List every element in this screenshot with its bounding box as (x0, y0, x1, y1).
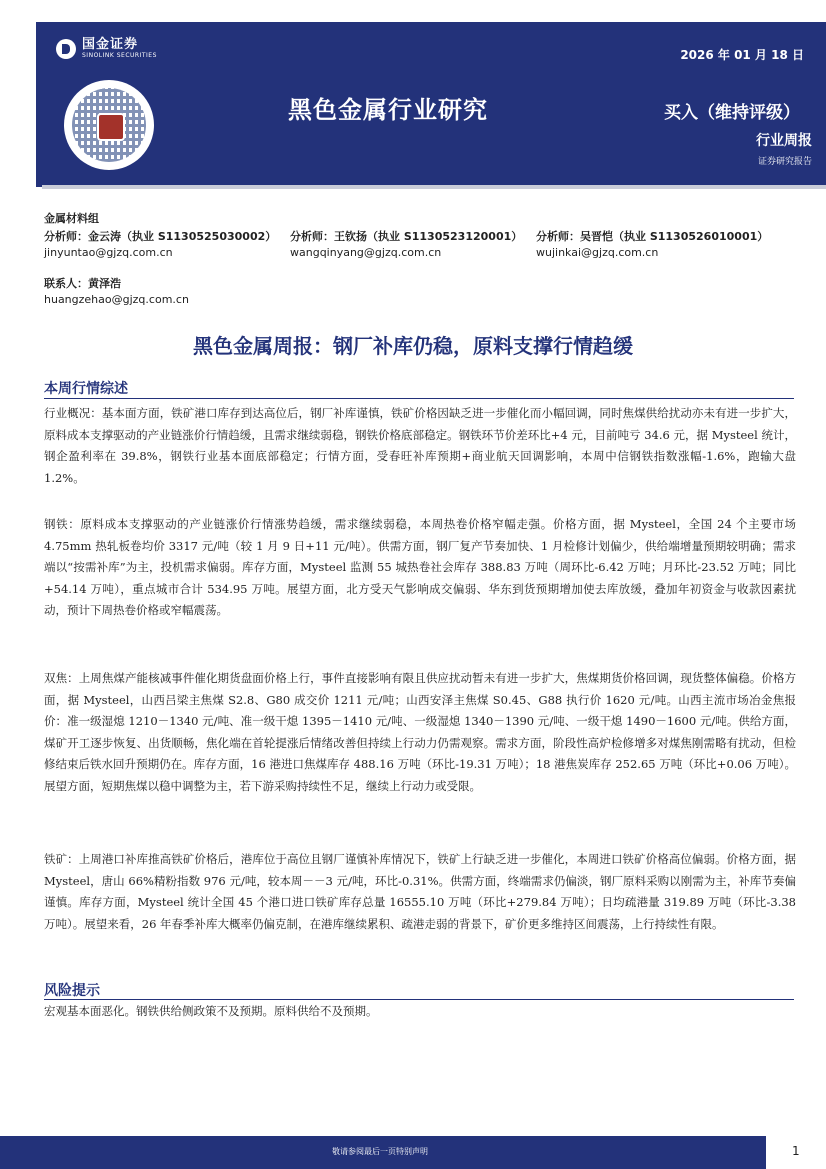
analyst-email[interactable]: wujinkai@gjzq.com.cn (536, 246, 659, 259)
qr-code-icon (64, 80, 154, 170)
section-divider (44, 999, 794, 1000)
contact-name: 联系人：黄泽浩 (44, 277, 121, 290)
team-name: 金属材料组 (44, 212, 99, 225)
logo-cn: 国金证券 (82, 37, 139, 52)
logo-icon (56, 39, 76, 59)
section-heading-risk: 风险提示 (44, 983, 100, 999)
analyst-block (44, 210, 782, 306)
report-subtype: 证券研究报告 (757, 157, 812, 167)
page-number: 1 (792, 1144, 800, 1158)
report-title: 黑色金属周报：钢厂补库仍稳，原料支撑行情趋缓 (193, 334, 633, 358)
contact-email[interactable]: huangzehao@gjzq.com.cn (44, 293, 189, 306)
paragraph-iron-ore: 铁矿：上周港口补库推高铁矿价格后，港库位于高位且钢厂谨慎补库情况下，铁矿上行缺乏进一步催化，本周进口铁矿价格高位偏弱。价格方面，据 Mysteel，唐山 66%精粉指数 976 元/吨，较本周－－3 元/吨，环比-0.31%。供需方面，终端需求仍偏淡，钢厂原料采购以刚需为主，补库节奏偏谨慎。库存方面，Mysteel 统计全国 45 个港口进口铁矿库存总量 16555.10 万吨（环比+279.84 万吨）；日均疏港量 319.89 万吨（环比-3.38 万吨）。展望来看，26 年春季补库大概率仍偏克制，在港库继续累积、疏港走弱的背景下，矿价更多维持区间震荡，上行持续性有限。 (44, 852, 796, 931)
paragraph-industry: 行业概况：基本面方面，铁矿港口库存到达高位后，钢厂补库谨慎，铁矿价格因缺乏进一步催化而小幅回调，同时焦煤供给扰动亦未有进一步扩大，原料成本支撑驱动的产业链涨价行情趋缓，且需求继续弱稳，钢铁价格底部稳定。钢铁环节价差环比+4 元，目前吨亏 34.6 元，据 Mysteel 统计，钢企盈利率在 39.8%，钢铁行业基本面底部稳定；行情方面，受春旺补库预期+商业航天回调影响，本周中信钢铁指数涨幅-1.6%，跑输大盘 1.2%。 (44, 406, 796, 485)
analyst-email[interactable]: jinyuntao@gjzq.com.cn (44, 246, 173, 259)
footer-disclaimer[interactable]: 敬请参阅最后一页特别声明 (332, 1147, 428, 1156)
analyst-name: 分析师：王钦扬（执业 S1130523120001） (290, 230, 523, 243)
analyst-entry (44, 228, 290, 259)
report-type: 行业周报 (756, 133, 812, 149)
report-date: 2026 年 01 月 18 日 (680, 48, 804, 62)
analyst-name: 分析师：吴晋恺（执业 S1130526010001） (536, 230, 769, 243)
rating-label: 买入（维持评级） (664, 103, 800, 123)
paragraph-steel: 钢铁：原料成本支撑驱动的产业链涨价行情涨势趋缓，需求继续弱稳，本周热卷价格窄幅走强。价格方面，据 Mysteel，全国 24 个主要市场 4.75mm 热轧板卷均价 3317 元/吨（较 1 月 9 日+11 元/吨）。供需方面，钢厂复产节奏加快、1 月检修计划偏少，供给端增量预期较明确；需求端以“按需补库”为主，投机需求偏弱。库存方面，Mysteel 监测 55 城热卷社会库存 388.83 万吨（周环比-6.42 万吨；月环比-23.52 万吨；同比+54.14 万吨），重点城市合计 534.95 万吨。展望方面，北方受天气影响成交偏弱、华东到货预期增加使去库放缓，叠加年初资金与收款因素扰动，预计下周热卷价格或窄幅震荡。 (44, 517, 796, 617)
risk-text: 宏观基本面恶化。钢铁供给侧政策不及预期。原料供给不及预期。 (44, 1004, 378, 1018)
analyst-name: 分析师：金云涛（执业 S1130525030002） (44, 230, 277, 243)
section-divider (44, 398, 794, 399)
analyst-email[interactable]: wangqinyang@gjzq.com.cn (290, 246, 442, 259)
logo-en: SINOLINK SECURITIES (82, 52, 157, 59)
section-heading-weekly: 本周行情综述 (44, 381, 128, 397)
industry-title: 黑色金属行业研究 (288, 96, 488, 124)
analyst-entry (290, 228, 536, 259)
paragraph-coke: 双焦：上周焦煤产能核减事件催化期货盘面价格上行，事件直接影响有限且供应扰动暂未有进一步扩大，焦煤期货价格回调，现货整体偏稳。价格方面，据 Mysteel，山西吕梁主焦煤 S2.8、G80 成交价 1211 元/吨；山西安泽主焦煤 S0.45、G88 执行价 1620 元/吨。山西主流市场冶金焦报价：准一级湿熄 1210－1340 元/吨、准一级干熄 1395－1410 元/吨、一级湿熄 1340－1390 元/吨、一级干熄 1490－1600 元/吨。供给方面，煤矿开工逐步恢复、出货顺畅，焦化端在首轮提涨后情绪改善但持续上行动力仍需观察。需求方面，阶段性高炉检修增多对煤焦刚需略有扰动，但检修结束后铁水回升预期仍在。库存方面，16 港进口焦煤库存 488.16 万吨（环比-19.31 万吨）；18 港焦炭库存 252.65 万吨（环比+0.06 万吨）。展望方面，短期焦煤以稳中调整为主，若下游采购持续性不足，继续上行动力或受限。 (44, 671, 796, 793)
analyst-entry (536, 228, 782, 259)
company-logo (56, 38, 157, 60)
header-shadow (42, 185, 826, 189)
